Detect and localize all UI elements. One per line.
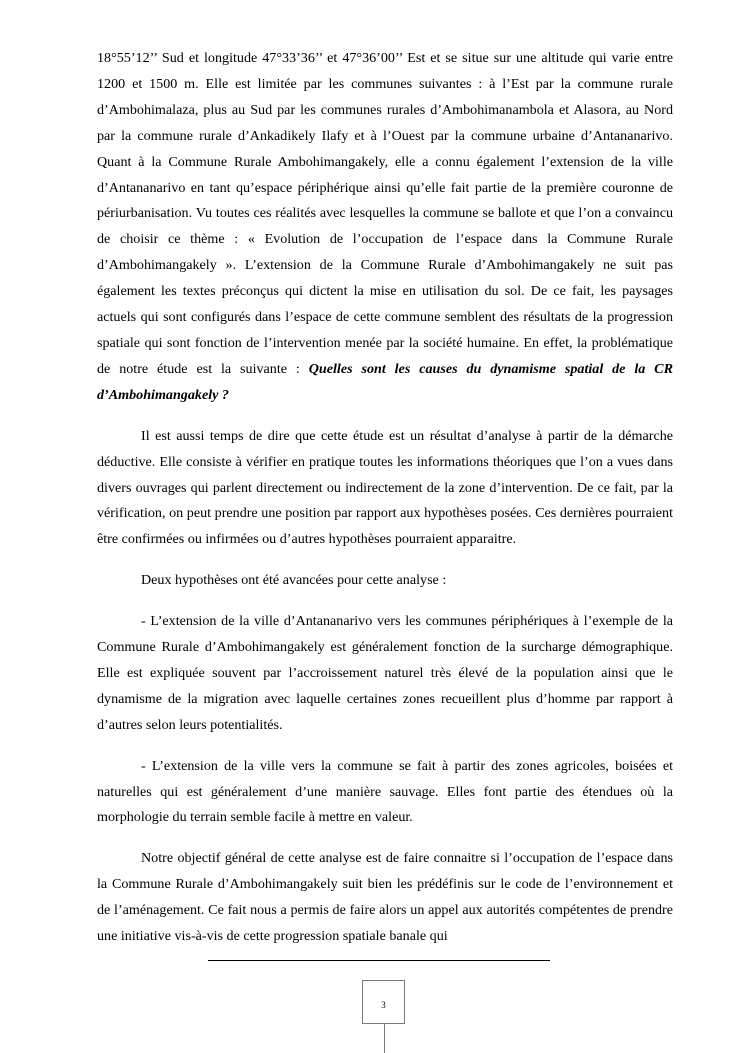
paragraph-methodology: Il est aussi temps de dire que cette étude est un résultat d’analyse à partir de la démarche déductive. Elle consiste à vérifier en pratique toutes les informations théoriques que l’on a vues dans divers ouvrages qui parlent directement ou indirectement de la zone d’intervention. De ce fait, par la vérification, on peut prendre une position par rapport aux hypothèses posées. Ces dernières pourraient être confirmées ou infirmées ou d’autres hypothèses pourraient apparaitre. (97, 427, 673, 548)
document-body (97, 46, 673, 950)
paragraph-hypothesis-2: - L’extension de la ville vers la commune se fait à partir des zones agricoles, boisées et naturelles qui est généralement d’une manière sauvage. Elles font partie des étendues où la morphologie du terrain semble facile à mettre en valeur. (97, 757, 673, 826)
paragraph-hypothesis-1: - L’extension de la ville d’Antananarivo vers les communes périphériques à l’exemple de la Commune Rurale d’Ambohimangakely est généralement fonction de la surcharge démographique. Elle est expliquée souvent par l’accroissement naturel très élevé de la population ainsi que le dynamisme de la migration avec laquelle certaines zones recueillent plus d’homme par rapport à d’autres selon leurs potentialités. (97, 613, 673, 733)
footer-divider (208, 960, 550, 961)
paragraph-objective: Notre objectif général de cette analyse est de faire connaitre si l’occupation de l’espace dans la Commune Rurale d’Ambohimangakely suit bien les prédéfinis sur le code de l’environnement et de l’aménagement. Ce fait nous a permis de faire alors un appel aux autorités compétentes de prendre une initiative vis-à-vis de cette progression spatiale banale qui (97, 850, 673, 945)
paragraph-hypotheses-intro: Deux hypothèses ont été avancées pour cette analyse : (141, 572, 447, 589)
page-number-box (362, 980, 405, 1024)
paragraph-location (97, 46, 673, 409)
paragraph-location-text: 18°55’12’’ Sud et longitude 47°33’36’’ et 47°36’00’’ Est et se situe sur une altitude qui varie entre 1200 et 1500 m. Elle est limitée par les communes suivantes : à l’Est par la commune rurale d’Ambohimalaza, plus au Sud par les communes rurales d’Ambohimanambola et Alasora, au Nord par la commune rurale d’Ankadikely Ilafy et à l’Ouest par la commune urbaine d’Antananarivo. Quant à la Commune Rurale Ambohimangakely, elle a connu également l’extension de la ville d’Antananarivo en tant qu’espace périphérique ainsi qu’elle fait partie de la première couronne de périurbanisation. Vu toutes ces réalités avec lesquelles la commune se ballote et que l’on a convaincu de choisir ce thème : « Evolution de l’occupation de l’espace dans la Commune Rurale d’Ambohimangakely ». L’extension de la Commune Rurale d’Ambohimangakely ne suit pas également les textes préconçus qui dictent la mise en utilisation du sol. De ce fait, les paysages actuels qui sont configurés dans l’espace de cette commune semblent des résultats de la progression spatiale qui sont fonction de l’intervention menée par la société humaine. En effet, la problématique de notre étude est la suivante : (97, 50, 673, 377)
research-question: Quelles sont les causes du dynamisme spatial de la CR d’Ambohimangakely ? (97, 360, 673, 403)
page-number-connector (384, 1024, 385, 1053)
page-number: 3 (381, 1000, 386, 1010)
